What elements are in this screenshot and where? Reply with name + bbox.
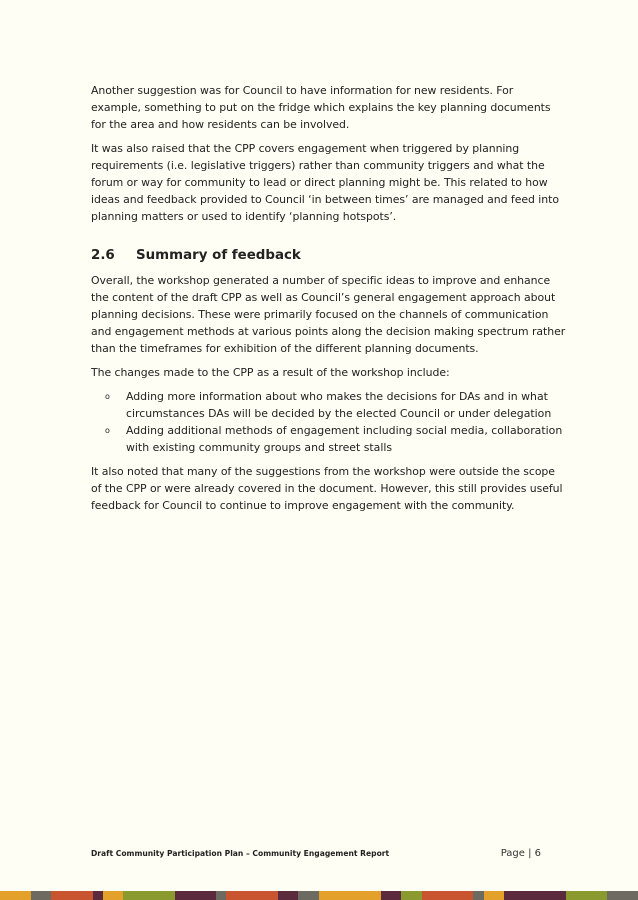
stripe-segment — [93, 891, 103, 900]
stripe-segment — [484, 891, 505, 900]
stripe-segment — [401, 891, 422, 900]
stripe-segment — [175, 891, 216, 900]
bullet-circle-icon: o — [105, 426, 110, 435]
page-number: Page | 6 — [500, 848, 541, 859]
stripe-segment — [473, 891, 483, 900]
stripe-segment — [226, 891, 277, 900]
list-item-text: Adding more information about who makes the decisions for DAs and in what circumstances DAs will be decided by the elected Council or under delegation — [126, 390, 552, 420]
list-item-text: Adding additional methods of engagement including social media, collaboration with existing community groups and street stalls — [126, 424, 563, 454]
list-item — [91, 422, 566, 456]
list-item — [91, 388, 566, 422]
stripe-segment — [422, 891, 473, 900]
summary-paragraph-3: It also noted that many of the suggestions from the workshop were outside the scope of the CPP or were already covered in the document. However, this still provides useful feedback for Council to continue to improve engagement with the community. — [91, 465, 563, 512]
stripe-segment — [123, 891, 174, 900]
decorative-color-stripe — [0, 891, 638, 900]
stripe-segment — [381, 891, 402, 900]
page-footer — [91, 848, 541, 859]
changes-list — [91, 388, 566, 456]
section-title: Summary of feedback — [136, 248, 301, 263]
stripe-segment — [504, 891, 566, 900]
stripe-segment — [298, 891, 319, 900]
section-heading — [91, 247, 566, 265]
section-number: 2.6 — [91, 248, 115, 263]
stripe-segment — [103, 891, 124, 900]
bullet-circle-icon: o — [105, 392, 110, 401]
stripe-segment — [319, 891, 381, 900]
stripe-segment — [278, 891, 299, 900]
page-body — [91, 82, 566, 521]
stripe-segment — [51, 891, 92, 900]
footer-document-title: Draft Community Participation Plan – Community Engagement Report — [91, 849, 390, 858]
summary-paragraph-2: The changes made to the CPP as a result of the workshop include: — [91, 366, 450, 379]
intro-paragraph-1: Another suggestion was for Council to have information for new residents. For example, something to put on the fridge which explains the key planning documents for the area and how residents can be involved. — [91, 84, 551, 131]
stripe-segment — [0, 891, 31, 900]
stripe-segment — [216, 891, 226, 900]
summary-paragraph-1: Overall, the workshop generated a number of specific ideas to improve and enhance the content of the draft CPP as well as Council’s general engagement approach about planning decisions. These were primarily focused on the channels of communication and engagement methods at various points along the decision making spectrum rather than the timeframes for exhibition of the different planning documents. — [91, 274, 566, 355]
stripe-segment — [31, 891, 52, 900]
intro-paragraph-2: It was also raised that the CPP covers engagement when triggered by planning requirements (i.e. legislative triggers) rather than community triggers and what the forum or way for community to lead or direct planning might be. This related to how ideas and feedback provided to Council ‘in between times’ are managed and feed into planning matters or used to identify ‘planning hotspots’. — [91, 142, 559, 223]
stripe-segment — [607, 891, 638, 900]
stripe-segment — [566, 891, 607, 900]
